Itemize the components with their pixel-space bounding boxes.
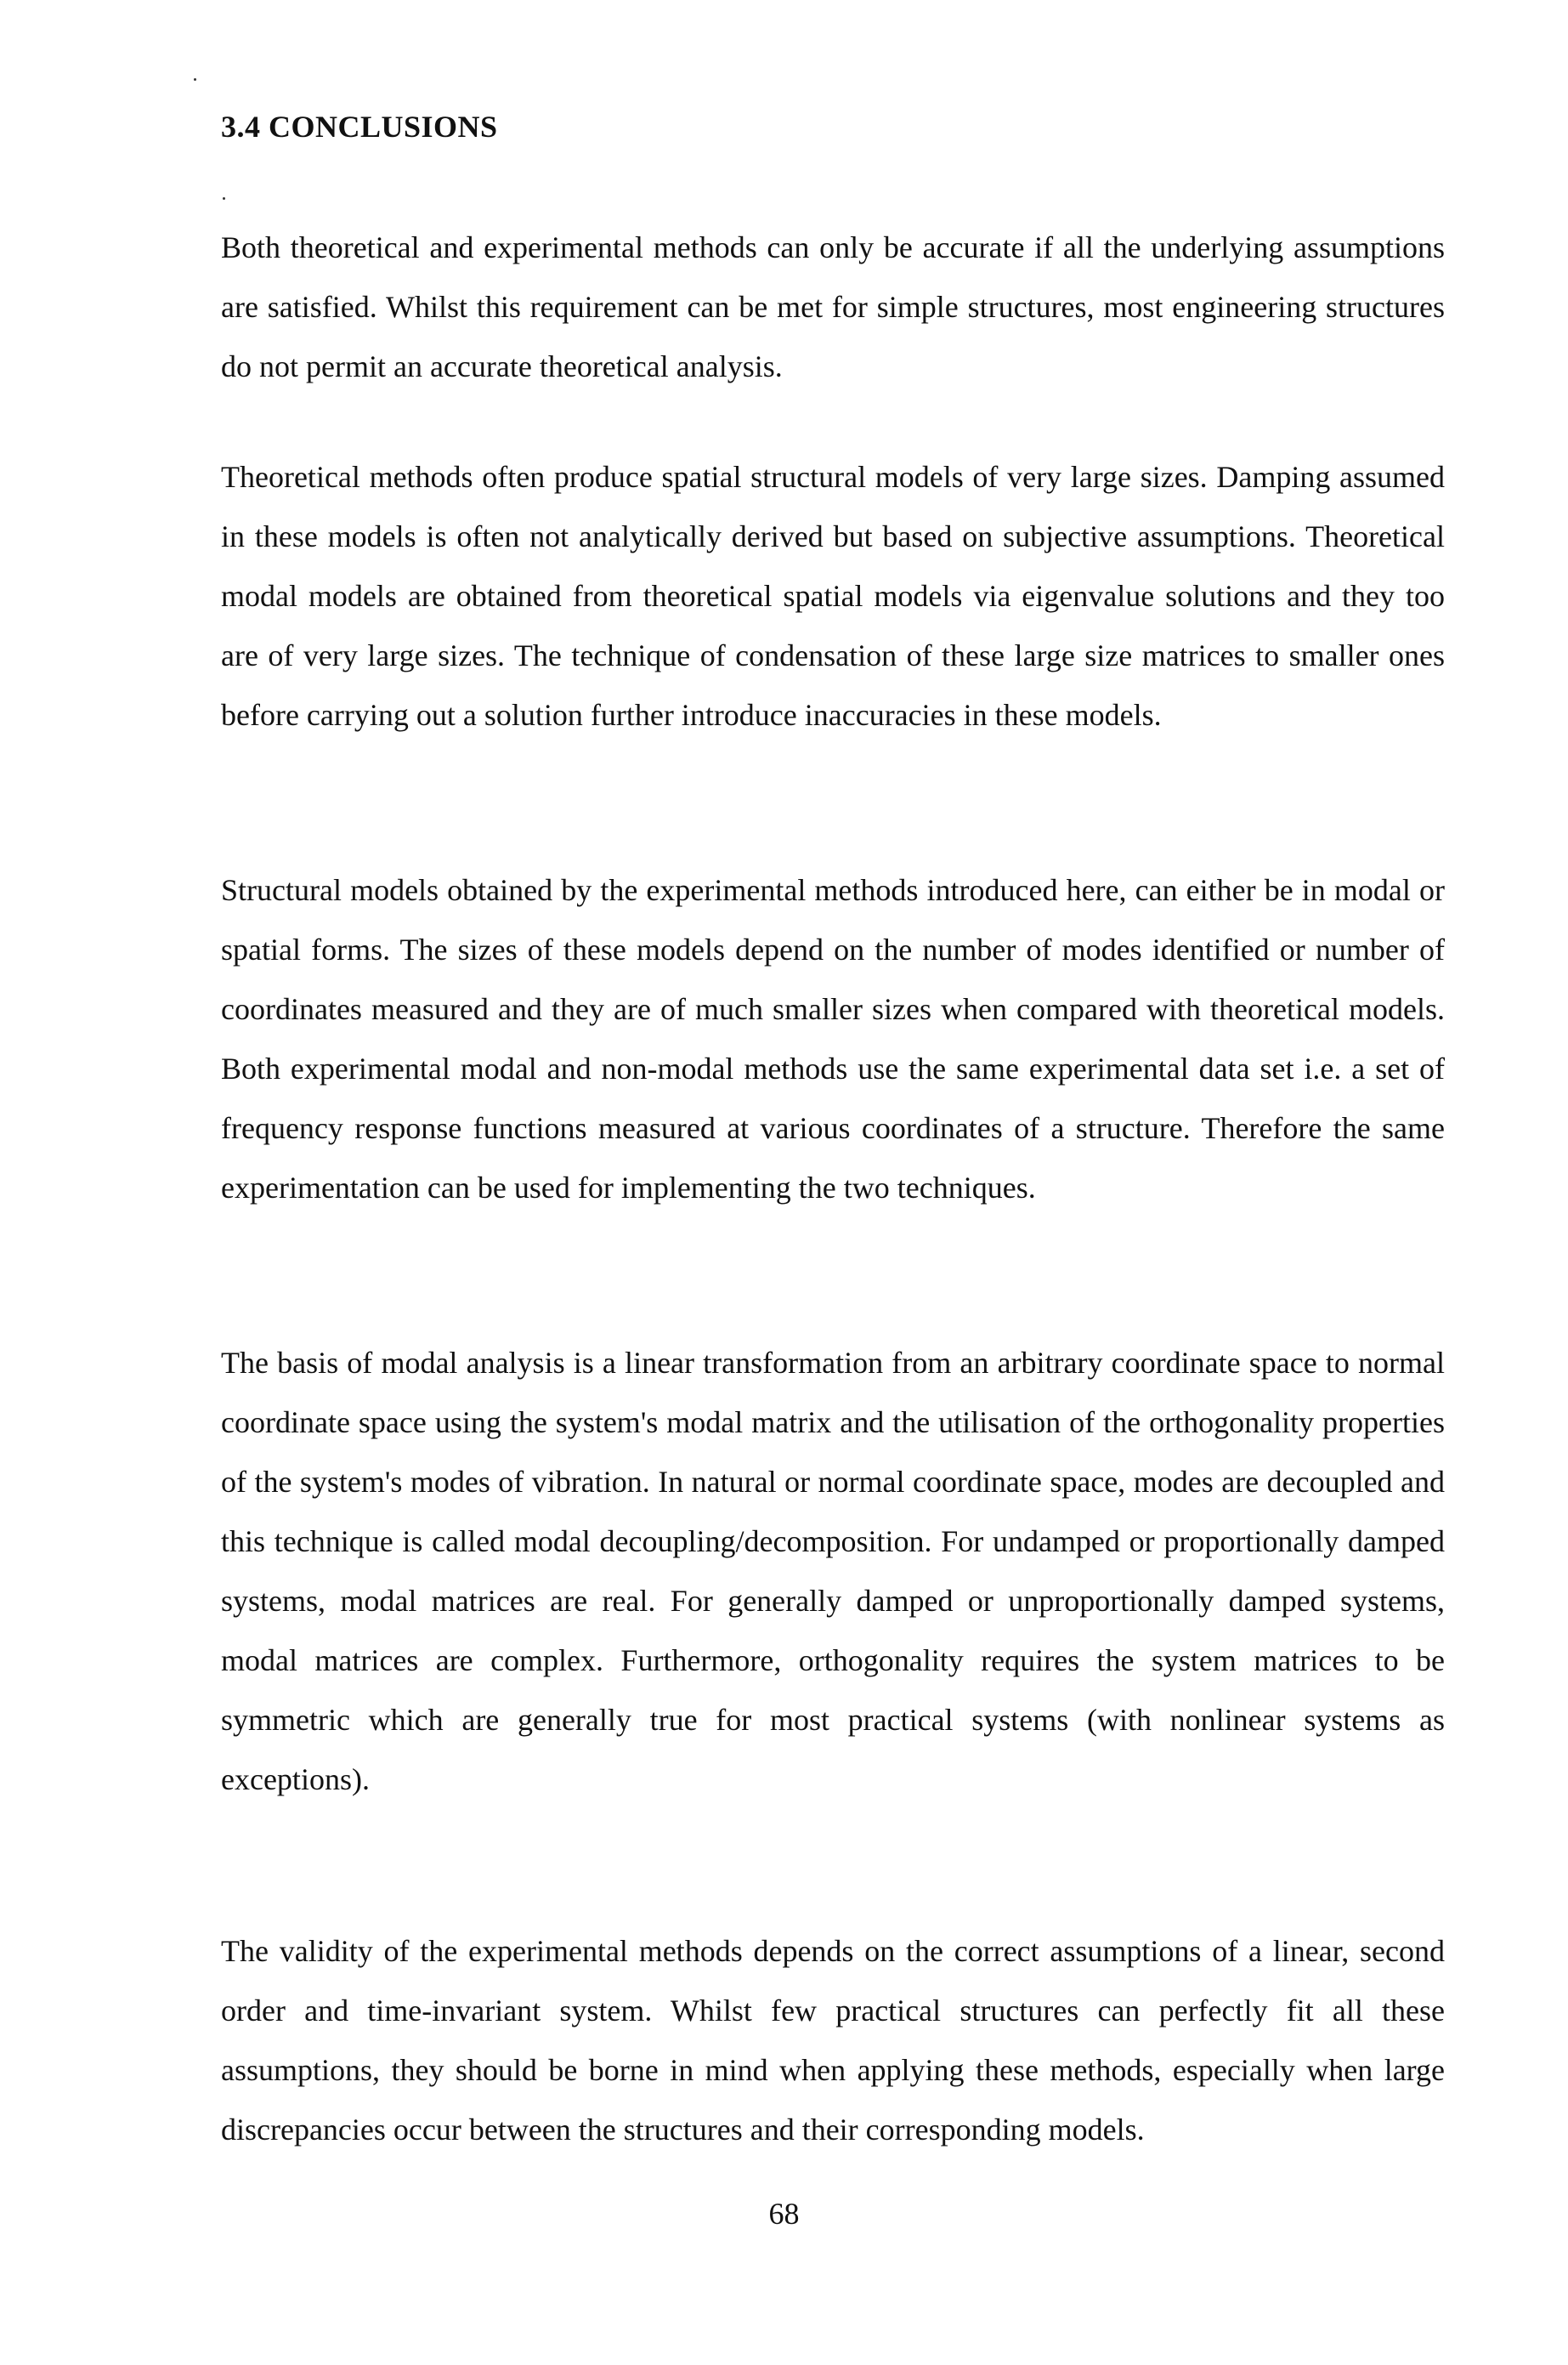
paragraph-modal-analysis-basis: The basis of modal analysis is a linear transformation from an arbitrary coordinate space to normal coordinate space using the system's modal matrix and the utilisation of the orthogonality properties of the system's modes of vibration. In natural or normal coordinate space, modes are decoupled and this technique is called modal decoupling/decomposition. For undamped or proportionally damped systems, modal matrices are real. For generally damped or unproportionally damped systems, modal matrices are complex. Furthermore, orthogonality requires the system matrices to be symmetric which are generally true for most practical systems (with nonlinear systems as exceptions). [221, 1346, 1445, 1796]
paragraph-experimental-models: Structural models obtained by the experimental methods introduced here, can either be in modal or spatial forms. The sizes of these models depend on the number of modes identified or number of coordinates measured and they are of much smaller sizes when compared with theoretical models. Both experimental modal and non-modal methods use the same experimental data set i.e. a set of frequency response functions measured at various coordinates of a structure. Therefore the same experimentation can be used for implementing the two techniques. [221, 873, 1445, 1205]
paragraph-assumptions: Both theoretical and experimental methods can only be accurate if all the underlying assumptions are satisfied. Whilst this requirement can be met for simple structures, most engineering structures do not permit an accurate theoretical analysis. [221, 230, 1445, 383]
section-heading: 3.4 CONCLUSIONS [221, 110, 498, 144]
page-number: 68 [768, 2197, 800, 2231]
scan-speck [223, 197, 225, 200]
scan-speck [194, 78, 196, 81]
paragraph-theoretical-methods: Theoretical methods often produce spatial structural models of very large sizes. Damping assumed in these models is often not analytically derived but based on subjective assumptions. Theoretical modal models are obtained from theoretical spatial models via eigenvalue solutions and they too are of very large sizes. The technique of condensation of these large size matrices to smaller ones before carrying out a solution further introduce inaccuracies in these models. [221, 460, 1445, 732]
paragraph-validity: The validity of the experimental methods depends on the correct assumptions of a linear, second order and time-invariant system. Whilst few practical structures can perfectly fit all these assumptions, they should be borne in mind when applying these methods, especially when large discrepancies occur between the structures and their corresponding models. [221, 1934, 1445, 2147]
